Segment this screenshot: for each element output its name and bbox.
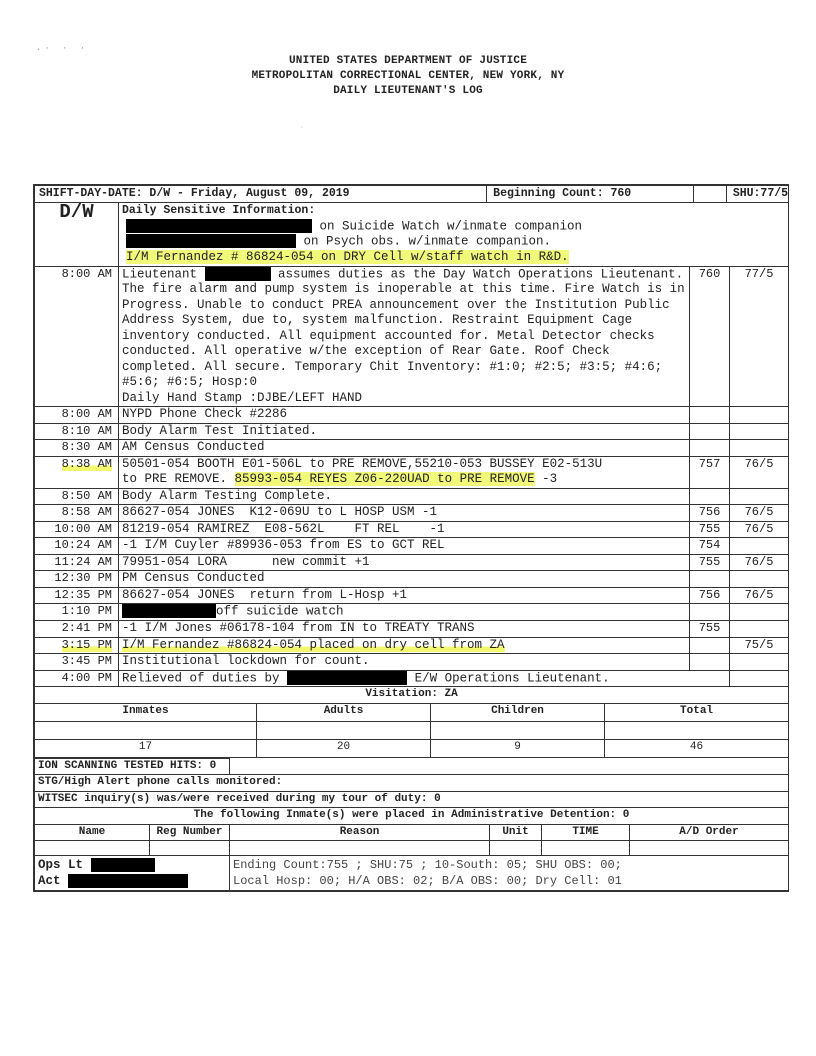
daily-log-form bbox=[33, 184, 789, 892]
sensitive-line-suicide bbox=[122, 219, 785, 235]
ops-lt-label: Ops Lt bbox=[38, 858, 84, 873]
entry-count bbox=[690, 637, 730, 654]
entry-text bbox=[119, 670, 730, 687]
visitation-inmates-value: 17 bbox=[35, 739, 257, 757]
entry-time: 4:00 PM bbox=[35, 670, 119, 687]
redaction-block bbox=[68, 874, 188, 888]
col-ad-order: A/D Order bbox=[630, 824, 789, 841]
visitation-label: Visitation: ZA bbox=[35, 687, 789, 703]
relieved-prefix: Relieved of duties by bbox=[122, 670, 280, 685]
log-entry-row bbox=[35, 488, 789, 505]
sensitive-line-2: on Psych obs. w/inmate companion. bbox=[303, 234, 552, 249]
shift-day-date: SHIFT-DAY-DATE: D/W - Friday, August 09, 2019 bbox=[39, 187, 350, 200]
entry-count bbox=[690, 571, 730, 588]
log-entry-row bbox=[35, 587, 789, 604]
log-entry-row bbox=[35, 571, 789, 588]
log-entry-row bbox=[35, 654, 789, 671]
entry-shu: 76/5 bbox=[730, 521, 789, 538]
visitation-values-row bbox=[35, 739, 789, 757]
entry-text: 81219-054 RAMIREZ E08-562L FT REL -1 bbox=[119, 521, 690, 538]
entry-shu bbox=[730, 538, 789, 555]
entry-count: 756 bbox=[690, 587, 730, 604]
entry-line-2c: -3 bbox=[542, 472, 558, 487]
sensitive-info-title: Daily Sensitive Information: bbox=[122, 204, 316, 217]
entry-line-2a: to PRE REMOVE. bbox=[122, 472, 228, 487]
entry-shu: 76/5 bbox=[730, 456, 789, 488]
header-agency: UNITED STATES DEPARTMENT OF JUSTICE bbox=[288, 55, 528, 67]
entry-shu: 76/5 bbox=[730, 587, 789, 604]
visitation-children-value: 9 bbox=[431, 739, 605, 757]
act-label: Act bbox=[38, 874, 61, 889]
hospital-obs-line: Local Hosp: 00; H/A OBS: 02; B/A OBS: 00; Dry Cell: 01 bbox=[233, 874, 622, 889]
entry-time: 11:24 AM bbox=[35, 554, 119, 571]
entry-text: NYPD Phone Check #2286 bbox=[119, 407, 690, 424]
entry-time-highlighted: 3:15 PM bbox=[61, 637, 112, 652]
shift-header-row bbox=[35, 186, 789, 203]
log-entry-row bbox=[35, 505, 789, 522]
visitation-header-total: Total bbox=[605, 703, 789, 721]
ending-count-line: Ending Count:755 ; SHU:75 ; 10-South: 05; SHU OBS: 00; bbox=[233, 858, 622, 873]
entry-text bbox=[119, 637, 690, 654]
visitation-header-inmates: Inmates bbox=[35, 703, 257, 721]
col-name: Name bbox=[35, 824, 150, 841]
entry-time: 10:00 AM bbox=[35, 521, 119, 538]
entry-text: 86627-054 JONES K12-069U to L HOSP USM -1 bbox=[119, 505, 690, 522]
entry-count: 755 bbox=[690, 554, 730, 571]
redaction-block bbox=[126, 219, 312, 233]
header-facility: METROPOLITAN CORRECTIONAL CENTER, NEW YORK, NY bbox=[251, 70, 565, 82]
log-entry-row bbox=[35, 521, 789, 538]
log-entry-row bbox=[35, 266, 789, 407]
entry-count: 760 bbox=[690, 266, 730, 407]
entry-line-1: 50501-054 BOOTH E01-506L to PRE REMOVE,55210-053 BUSSEY E02-513U bbox=[122, 456, 603, 471]
entry-count bbox=[690, 654, 730, 671]
entry-time bbox=[35, 456, 119, 488]
log-entry-row bbox=[35, 604, 789, 621]
admin-detention-header-row bbox=[35, 824, 789, 841]
entry-time: 8:10 AM bbox=[35, 423, 119, 440]
redaction-block bbox=[287, 671, 407, 685]
footer-row bbox=[35, 856, 789, 891]
entry-shu bbox=[730, 423, 789, 440]
entry-shu: 75/5 bbox=[730, 637, 789, 654]
entry-count: 755 bbox=[690, 521, 730, 538]
visitation-header-row bbox=[35, 703, 789, 721]
entry-count: 757 bbox=[690, 456, 730, 488]
hand-stamp: Daily Hand Stamp :DJBE/LEFT HAND bbox=[122, 390, 363, 405]
entry-text: Institutional lockdown for count. bbox=[119, 654, 690, 671]
log-entry-row bbox=[35, 423, 789, 440]
entry-text bbox=[119, 266, 690, 407]
footer-signatures bbox=[35, 856, 230, 891]
entry-time-highlighted: 8:38 AM bbox=[61, 456, 112, 471]
entry-time: 8:58 AM bbox=[35, 505, 119, 522]
entry-shu bbox=[730, 670, 789, 687]
entry-time: 12:30 PM bbox=[35, 571, 119, 588]
log-entry-row bbox=[35, 407, 789, 424]
entry-text-start: assumes duties as the Day Watch Operations bbox=[278, 266, 594, 281]
entry-text: -1 I/M Jones #06178-104 from IN to TREATY TRANS bbox=[119, 621, 690, 638]
entry-shu bbox=[730, 407, 789, 424]
visitation-header-children: Children bbox=[431, 703, 605, 721]
relieved-suffix: E/W Operations Lieutenant. bbox=[414, 670, 610, 685]
entry-shu: 76/5 bbox=[730, 505, 789, 522]
entry-time: 12:35 PM bbox=[35, 587, 119, 604]
visitation-adults-value: 20 bbox=[257, 739, 431, 757]
visitation-table bbox=[34, 687, 789, 758]
entry-shu bbox=[730, 488, 789, 505]
entry-count bbox=[690, 488, 730, 505]
log-entry-row bbox=[35, 538, 789, 555]
entry-time: 3:45 PM bbox=[35, 654, 119, 671]
log-entry-row bbox=[35, 637, 789, 654]
entry-count bbox=[690, 440, 730, 457]
entry-count: 756 bbox=[690, 505, 730, 522]
entry-text: Body Alarm Test Initiated. bbox=[119, 423, 690, 440]
entry-time: 10:24 AM bbox=[35, 538, 119, 555]
entry-time: 8:00 AM bbox=[35, 266, 119, 407]
entry-time: 8:50 AM bbox=[35, 488, 119, 505]
entry-time bbox=[35, 637, 119, 654]
redaction-block bbox=[91, 858, 155, 872]
entry-shu bbox=[730, 571, 789, 588]
log-entry-row bbox=[35, 440, 789, 457]
entry-count: 754 bbox=[690, 538, 730, 555]
entry-text-rest: Lieutenant. The fire alarm and pump system is inoperable at this time. Fire Watch is in Progress. Unable to conduct PREA announcement over the Institution Public Address System, due to, system malfunction. Restraint Equipment Cage inventory conducted. All equipment accounted for. Metal Detector checks conducted. All operative w/the exception of Rear Gate. Roof Check completed. All secure. Temporary Chit Inventory: #1:0; #2:5; #3:5; #4:6; #5:6; #6:5; Hosp:0 bbox=[122, 266, 685, 390]
log-entry-row bbox=[35, 456, 789, 488]
shu-count: SHU:77/5 bbox=[726, 186, 788, 202]
entry-time: 8:00 AM bbox=[35, 407, 119, 424]
col-reg-number: Reg Number bbox=[150, 824, 230, 841]
visitation-header-adults: Adults bbox=[257, 703, 431, 721]
document-header bbox=[0, 54, 816, 99]
entry-shu: 77/5 bbox=[730, 266, 789, 407]
entry-text-highlighted: I/M Fernandez #86824-054 placed on dry cell from ZA bbox=[122, 637, 505, 652]
entry-text: 79951-054 LORA new commit +1 bbox=[119, 554, 690, 571]
col-time: TIME bbox=[542, 824, 630, 841]
shift-code: D/W bbox=[35, 203, 119, 267]
lieutenant-label: Lieutenant bbox=[122, 266, 198, 281]
sensitive-info-row bbox=[35, 203, 789, 267]
entry-text: PM Census Conducted bbox=[119, 571, 690, 588]
entry-time: 2:41 PM bbox=[35, 621, 119, 638]
entry-count bbox=[690, 604, 730, 621]
col-reason: Reason bbox=[230, 824, 490, 841]
admin-detention-title: The following Inmate(s) were placed in Administrative Detention: 0 bbox=[35, 808, 789, 825]
entry-shu: 76/5 bbox=[730, 554, 789, 571]
entry-time: 1:10 PM bbox=[35, 604, 119, 621]
redaction-block bbox=[126, 234, 296, 248]
visitation-values-row bbox=[35, 721, 789, 739]
admin-detention-empty-row bbox=[35, 841, 789, 856]
scan-artifact-mark: .· · · bbox=[36, 44, 89, 53]
entry-shu bbox=[730, 440, 789, 457]
witsec-inquiry: WITSEC inquiry(s) was/were received during my tour of duty: 0 bbox=[35, 791, 789, 808]
entry-text: -1 I/M Cuyler #89936-053 from ES to GCT REL bbox=[119, 538, 690, 555]
footer-counts bbox=[230, 856, 789, 891]
header-log-title: DAILY LIEUTENANT'S LOG bbox=[333, 85, 483, 97]
scan-smudge: · bbox=[300, 124, 304, 131]
entry-text: 86627-054 JONES return from L-Hosp +1 bbox=[119, 587, 690, 604]
entry-count: 755 bbox=[690, 621, 730, 638]
col-unit: Unit bbox=[490, 824, 542, 841]
entry-shu bbox=[730, 604, 789, 621]
log-entry-row bbox=[35, 670, 789, 687]
visitation-total-value: 46 bbox=[605, 739, 789, 757]
entry-count bbox=[690, 423, 730, 440]
entry-text bbox=[119, 456, 690, 488]
log-entry-row bbox=[35, 554, 789, 571]
entry-text: Body Alarm Testing Complete. bbox=[119, 488, 690, 505]
sensitive-line-3: I/M Fernandez # 86824-054 on DRY Cell w/staff watch in R&D. bbox=[126, 250, 569, 265]
stg-phone-calls: STG/High Alert phone calls monitored: bbox=[35, 775, 789, 792]
entry-line-2b-highlighted: 85993-054 REYES Z06-220UAD to PRE REMOVE bbox=[234, 472, 535, 487]
entry-text: AM Census Conducted bbox=[119, 440, 690, 457]
entry-count bbox=[690, 407, 730, 424]
sensitive-line-drycell bbox=[122, 250, 785, 266]
entry-line-2 bbox=[122, 472, 686, 488]
sensitive-line-psych bbox=[122, 234, 785, 250]
log-entry-row bbox=[35, 621, 789, 638]
entry-shu bbox=[730, 621, 789, 638]
entry-text-suicide-off: off suicide watch bbox=[216, 604, 344, 619]
log-table bbox=[34, 185, 789, 687]
summary-table bbox=[34, 758, 789, 892]
beginning-count: Beginning Count: 760 bbox=[486, 186, 694, 202]
sensitive-line-1: on Suicide Watch w/inmate companion bbox=[319, 218, 583, 233]
entry-text bbox=[119, 604, 690, 621]
entry-shu bbox=[730, 654, 789, 671]
ion-scanning: ION SCANNING TESTED HITS: 0 bbox=[35, 758, 230, 775]
redaction-block bbox=[122, 604, 216, 618]
entry-time: 8:30 AM bbox=[35, 440, 119, 457]
redaction-block bbox=[205, 267, 271, 281]
